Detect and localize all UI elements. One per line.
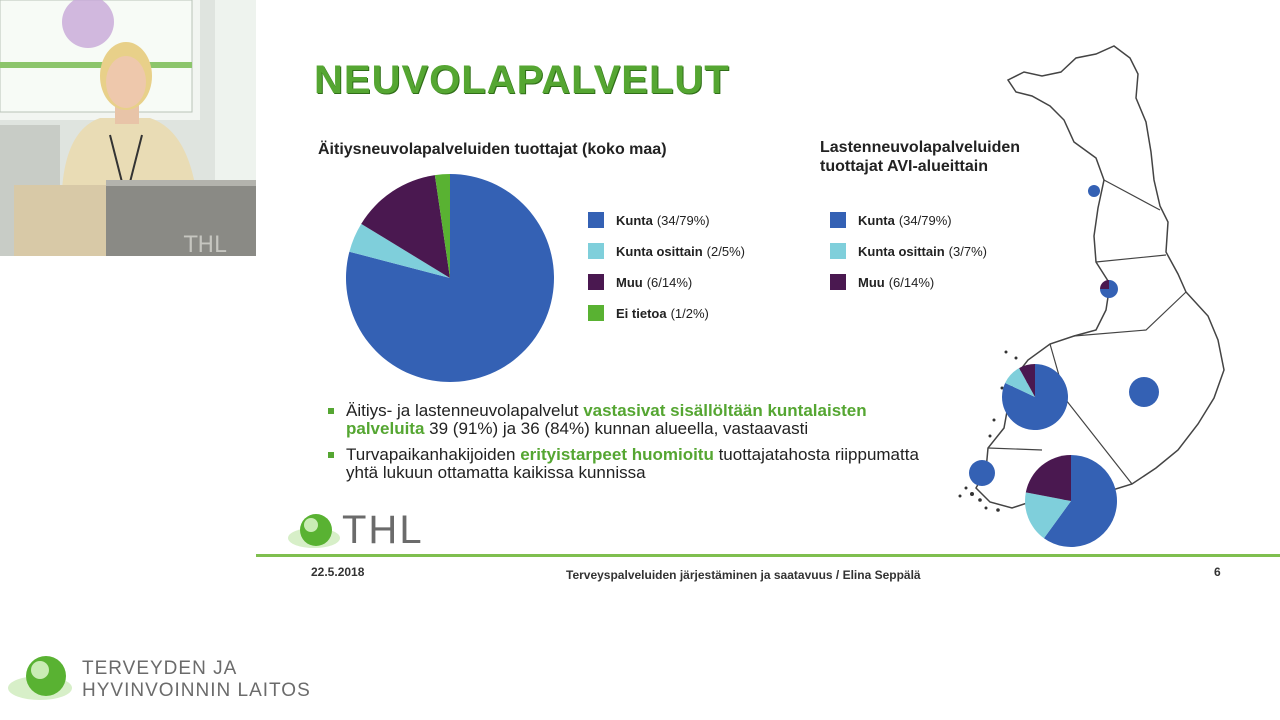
bullet-highlight: vastasivat sisällöltään kuntalaisten palveluita xyxy=(346,401,867,438)
thl-logo-text: THL xyxy=(342,508,424,552)
brand-name xyxy=(82,658,311,702)
chart2-legend-item xyxy=(830,274,934,290)
speaker-video xyxy=(0,0,256,256)
chart1-title: Äitiysneuvolapalveluiden tuottajat (koko maa) xyxy=(318,141,667,158)
footer-date: 22.5.2018 xyxy=(311,565,365,579)
brand-name-line1: TERVEYDEN JA xyxy=(82,658,238,679)
slide-title: NEUVOLAPALVELUT xyxy=(314,58,730,102)
chart1-legend-value: (1/2%) xyxy=(670,305,709,321)
brand-logo-icon xyxy=(6,650,74,704)
chart1-legend-item xyxy=(588,212,710,228)
speaker-video-frame xyxy=(0,0,256,256)
chart2-legend-value: (34/79%) xyxy=(898,212,952,228)
chart1-legend-value: (2/5%) xyxy=(706,243,745,259)
finland-outline xyxy=(976,46,1224,508)
chart2-legend-label: Muu xyxy=(858,274,885,290)
chart1-legend-label: Kunta xyxy=(616,212,653,228)
chart2-legend-value: (6/14%) xyxy=(888,274,935,290)
region-pie-5-slice xyxy=(969,460,995,486)
slide xyxy=(256,0,1280,600)
chart1-legend-item xyxy=(588,274,692,290)
region-pie-4-slice xyxy=(1129,377,1159,407)
bullet-highlight: erityistarpeet huomioitu xyxy=(520,445,714,464)
region-pie-2-slice xyxy=(1100,280,1109,289)
chart2-title-line2: tuottajat AVI-alueittain xyxy=(820,158,988,175)
chart2-legend-label: Kunta xyxy=(858,212,895,228)
finland-map xyxy=(946,40,1276,550)
chart2-legend-item xyxy=(830,212,952,228)
chart2-legend-swatch xyxy=(830,243,846,259)
footer-center: Terveyspalveluiden järjestäminen ja saatavuus / Elina Seppälä xyxy=(566,568,921,582)
bullet-text: tuottajatahosta riippumatta yhtä lukuun ottamatta kaikissa kunnissa xyxy=(346,445,919,482)
chart1-legend-label: Kunta osittain xyxy=(616,243,703,259)
chart2-legend-swatch xyxy=(830,212,846,228)
chart1-legend-value: (34/79%) xyxy=(656,212,710,228)
chart1-legend-item xyxy=(588,305,709,321)
chart2-legend-label: Kunta osittain xyxy=(858,243,945,259)
pie-chart-1 xyxy=(340,174,560,384)
footer-page: 6 xyxy=(1214,565,1221,579)
chart2-legend-value: (3/7%) xyxy=(948,243,987,259)
region-pie-1-slice xyxy=(1088,185,1100,197)
bullet-list xyxy=(326,402,946,490)
chart1-legend-value: (6/14%) xyxy=(646,274,693,290)
chart1-legend-swatch xyxy=(588,274,604,290)
chart1-legend-swatch xyxy=(588,305,604,321)
podium-logo: THL xyxy=(184,233,227,256)
chart1-legend-swatch xyxy=(588,243,604,259)
chart1-legend-swatch xyxy=(588,212,604,228)
chart1-legend-label: Muu xyxy=(616,274,643,290)
footer-line xyxy=(256,554,1280,557)
bullet-text: Äitiys- ja lastenneuvolapalvelut xyxy=(346,401,584,420)
bullet-item xyxy=(326,446,946,482)
bullet-text: Turvapaikanhakijoiden xyxy=(346,445,521,464)
chart2-legend-swatch xyxy=(830,274,846,290)
bullet-item xyxy=(326,402,946,438)
chart2-title-line1: Lastenneuvolapalveluiden xyxy=(820,139,1021,156)
brand-name-line2: HYVINVOINNIN LAITOS xyxy=(82,680,311,701)
chart1-legend xyxy=(588,212,808,332)
chart1-legend-item xyxy=(588,243,745,259)
bullet-text: 39 (91%) ja 36 (84%) kunnan alueella, vastaavasti xyxy=(424,419,809,438)
chart1-legend-label: Ei tietoa xyxy=(616,305,667,321)
thl-logo-icon xyxy=(286,508,342,554)
